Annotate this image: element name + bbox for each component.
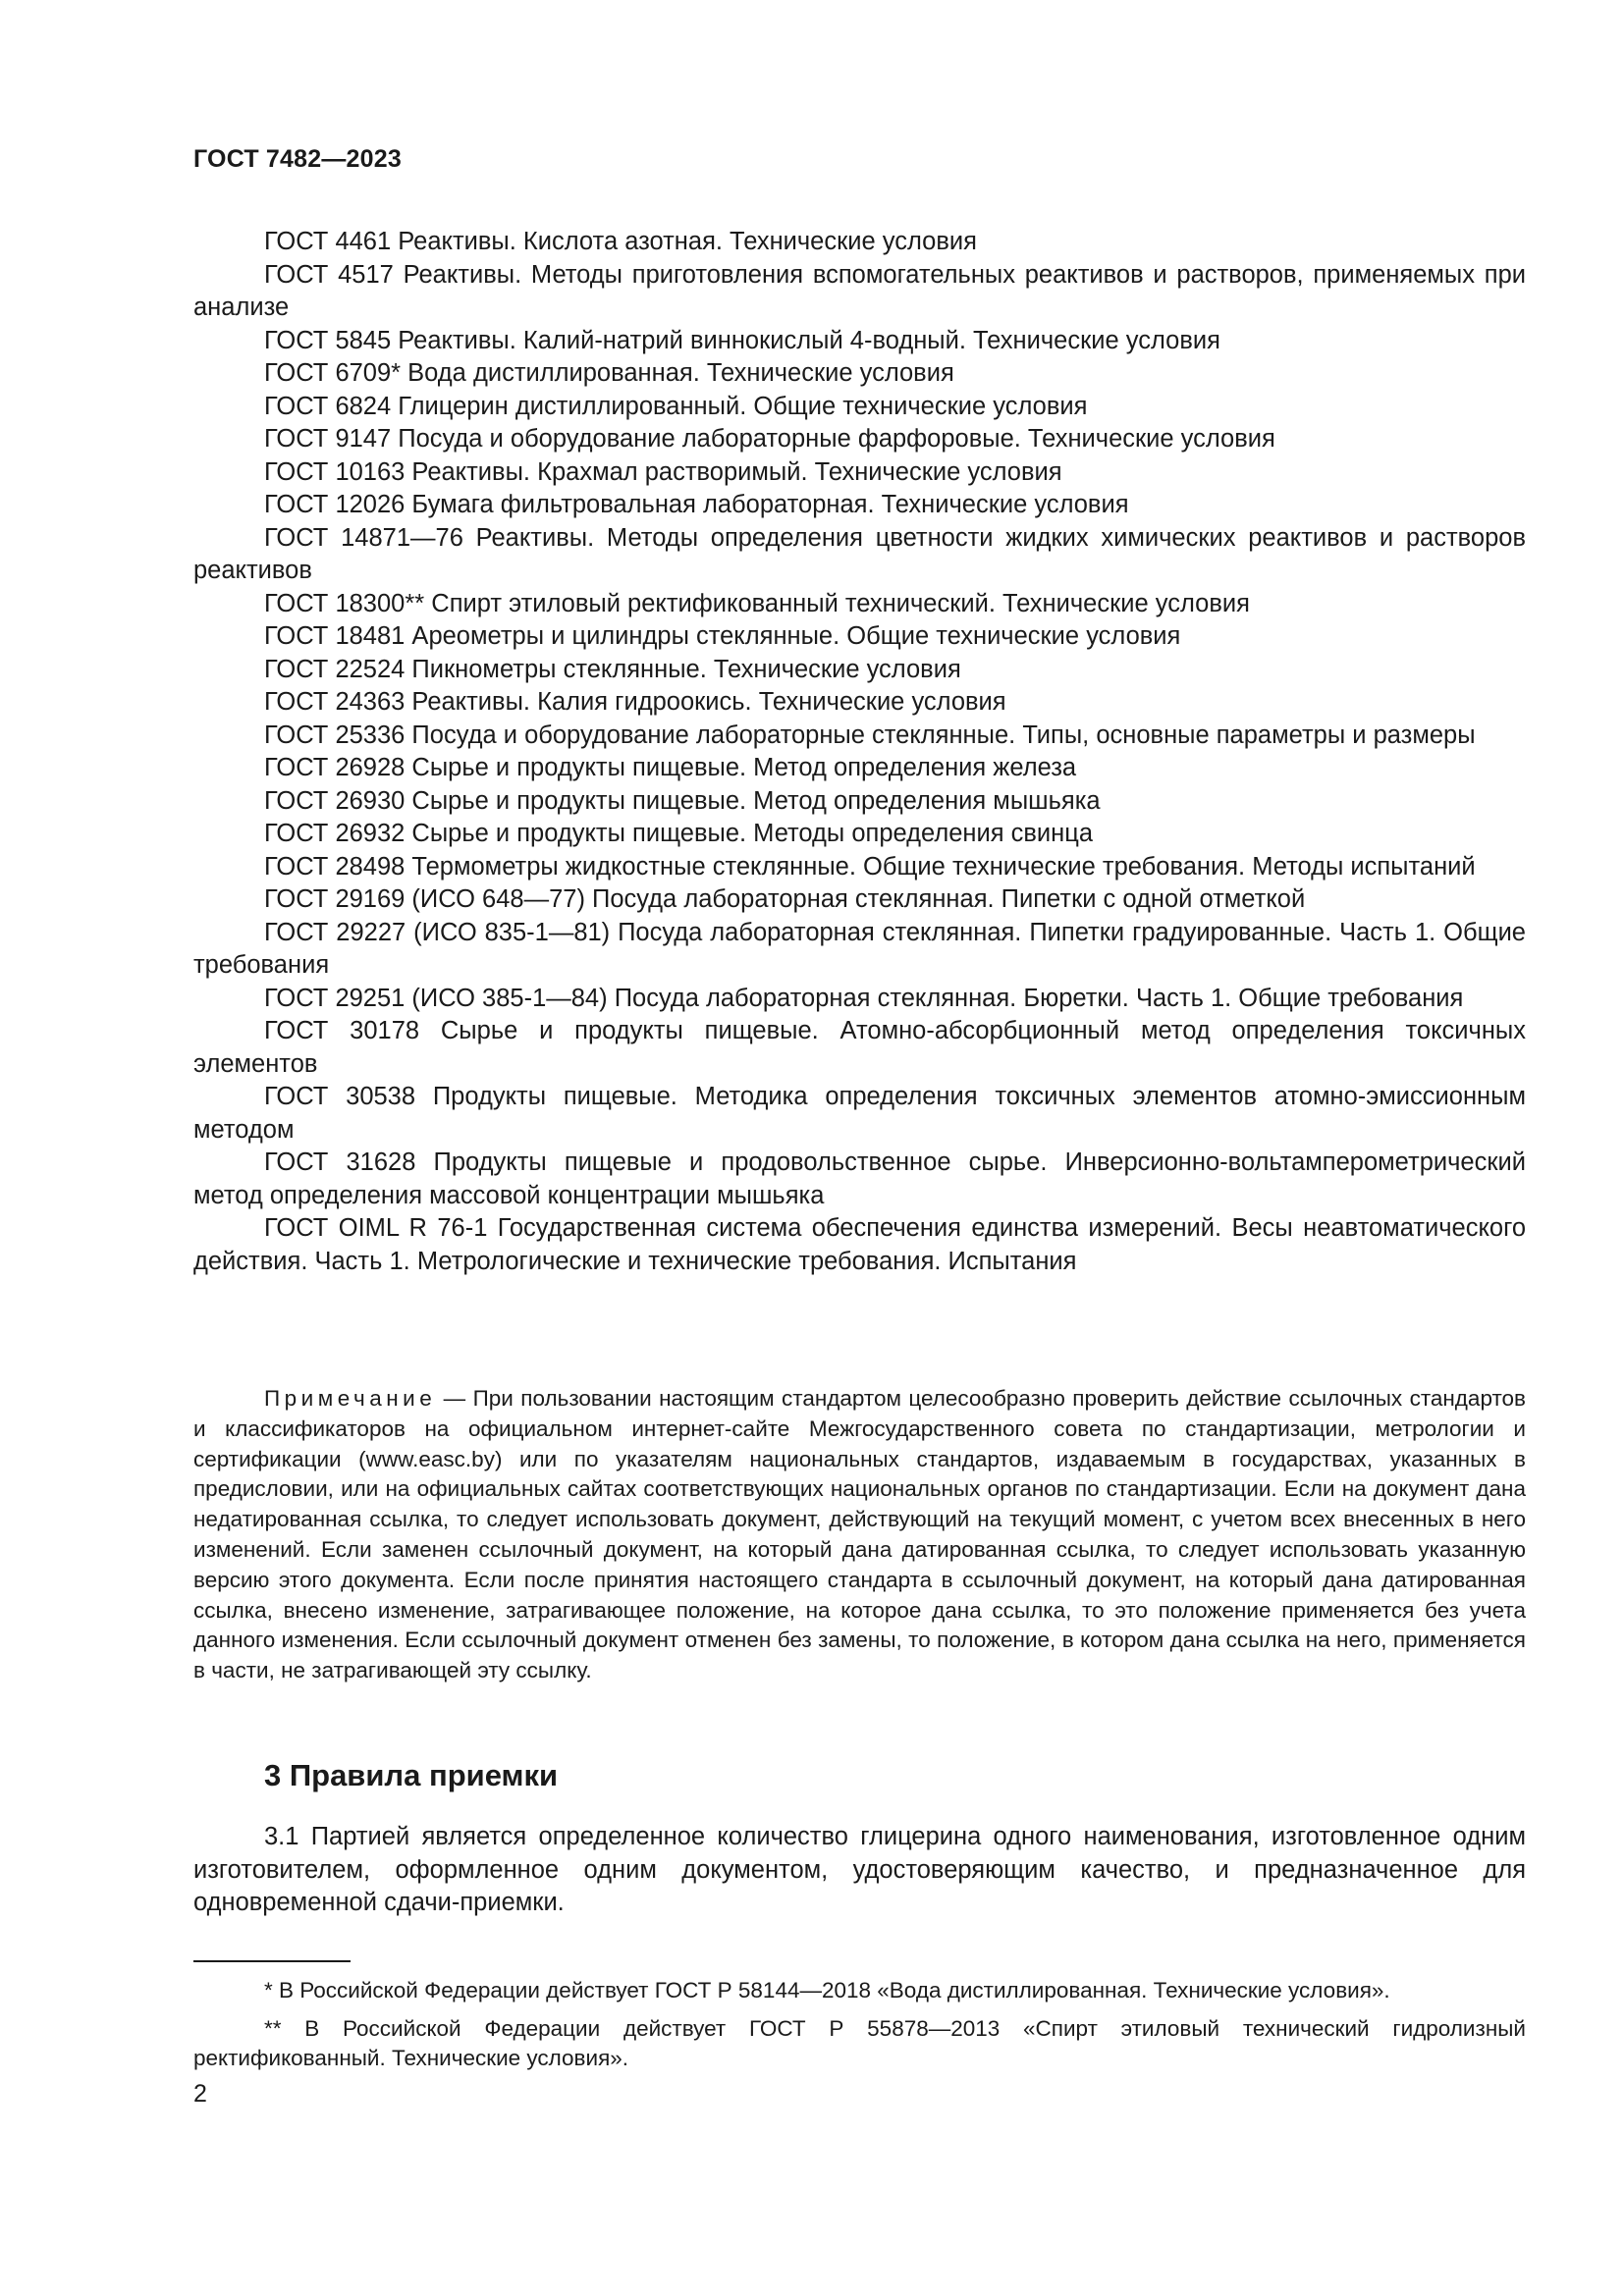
section-paragraph: 3.1 Партией является определенное количество глицерина одного наименования, изготовленное одним изготовителем, оформленное одним документом, удостоверяющим качество, и предназначенное для одновременной сдачи-приемки. [193, 1823, 1526, 1916]
note-text: — При пользовании настоящим стандартом целесообразно проверить действие ссылочных стандартов и классификаторов на официальном интернет-сайте Межгосударственного совета по стандартизации, метрологии и сертификации (www.easc.by) или по указателям национальных стандартов, издаваемым в государствах, указанных в предисловии, или на официальных сайтах соответствующих национальных органов по стандартизации. Если на документ дана недатированная ссылка, то следует использовать документ, действующий на текущий момент, с учетом всех внесенных в него изменений. Если заменен ссылочный документ, на который дана датированная ссылка, то следует использовать указанную версию этого документа. Если после принятия настоящего стандарта в ссылочный документ, на который дана датированная ссылка, внесено изменение, затрагивающее положение, на которое дана ссылка, то это положение применяется без учета данного изменения. Если ссылочный документ отменен без замены, то положение, в котором дана ссылка на него, применяется в части, не затрагивающей эту ссылку. [193, 1386, 1526, 1683]
footnote-item: ** В Российской Федерации действует ГОСТ Р 55878—2013 «Спирт этиловый технический гидролизный ректификованный. Технические условия». [193, 2015, 1526, 2070]
reference-item: ГОСТ 29251 (ИСО 385-1—84) Посуда лабораторная стеклянная. Бюретки. Часть 1. Общие требования [264, 984, 1464, 1012]
section-heading: 3 Правила приемки [264, 1758, 559, 1792]
reference-item: ГОСТ 31628 Продукты пищевые и продовольственное сырье. Инверсионно-вольтамперометрический метод определения массовой концентрации мышьяка [193, 1148, 1526, 1209]
reference-item: ГОСТ 26932 Сырье и продукты пищевые. Методы определения свинца [264, 820, 1094, 847]
reference-item: ГОСТ OIML R 76-1 Государственная система обеспечения единства измерений. Весы неавтоматического действия. Часть 1. Метрологические и технические требования. Испытания [193, 1214, 1526, 1275]
reference-item: ГОСТ 4517 Реактивы. Методы приготовления вспомогательных реактивов и растворов, применяемых при анализе [193, 260, 1526, 321]
reference-item: ГОСТ 24363 Реактивы. Калия гидроокись. Технические условия [264, 688, 1006, 716]
reference-item: ГОСТ 18481 Ареометры и цилиндры стеклянные. Общие технические условия [264, 622, 1181, 650]
reference-item: ГОСТ 6709* Вода дистиллированная. Технические условия [264, 359, 954, 387]
reference-item: ГОСТ 6824 Глицерин дистиллированный. Общие технические условия [264, 392, 1088, 420]
reference-item: ГОСТ 26928 Сырье и продукты пищевые. Метод определения железа [264, 754, 1077, 781]
footnotes [193, 1976, 1526, 2082]
reference-item: ГОСТ 12026 Бумага фильтровальная лабораторная. Технические условия [264, 491, 1129, 518]
reference-item: ГОСТ 18300** Спирт этиловый ректификованный технический. Технические условия [264, 589, 1250, 617]
page-number: 2 [193, 2080, 207, 2108]
reference-item: ГОСТ 5845 Реактивы. Калий-натрий виннокислый 4-водный. Технические условия [264, 326, 1220, 354]
footnote-separator [193, 1960, 351, 1962]
reference-item: ГОСТ 30538 Продукты пищевые. Методика определения токсичных элементов атомно-эмиссионным методом [193, 1083, 1526, 1144]
reference-item: ГОСТ 26930 Сырье и продукты пищевые. Метод определения мышьяка [264, 786, 1101, 815]
note-label: Примечание [264, 1386, 437, 1411]
reference-item: ГОСТ 9147 Посуда и оборудование лабораторные фарфоровые. Технические условия [264, 425, 1275, 453]
reference-item: ГОСТ 22524 Пикнометры стеклянные. Технические условия [264, 655, 961, 683]
reference-item: ГОСТ 28498 Термометры жидкостные стеклянные. Общие технические требования. Методы испытаний [264, 852, 1476, 881]
reference-item: ГОСТ 29169 (ИСО 648—77) Посуда лабораторная стеклянная. Пипетки с одной отметкой [264, 885, 1306, 913]
reference-item: ГОСТ 14871—76 Реактивы. Методы определения цветности жидких химических реактивов и растворов реактивов [193, 523, 1526, 584]
reference-item: ГОСТ 10163 Реактивы. Крахмал растворимый. Технические условия [264, 457, 1062, 486]
reference-item: ГОСТ 4461 Реактивы. Кислота азотная. Технические условия [264, 228, 977, 255]
reference-item: ГОСТ 25336 Посуда и оборудование лабораторные стеклянные. Типы, основные параметры и размеры [264, 721, 1476, 749]
normative-references-list [193, 226, 1526, 1278]
note-paragraph [193, 1384, 1526, 1686]
reference-item: ГОСТ 29227 (ИСО 835-1—81) Посуда лабораторная стеклянная. Пипетки градуированные. Часть 1. Общие требования [193, 918, 1526, 979]
reference-item: ГОСТ 30178 Сырье и продукты пищевые. Атомно-абсорбционный метод определения токсичных элементов [193, 1017, 1526, 1078]
standard-code-header: ГОСТ 7482—2023 [193, 145, 402, 173]
footnote-item: * В Российской Федерации действует ГОСТ Р 58144—2018 «Вода дистиллированная. Технические условия». [264, 1978, 1390, 2002]
